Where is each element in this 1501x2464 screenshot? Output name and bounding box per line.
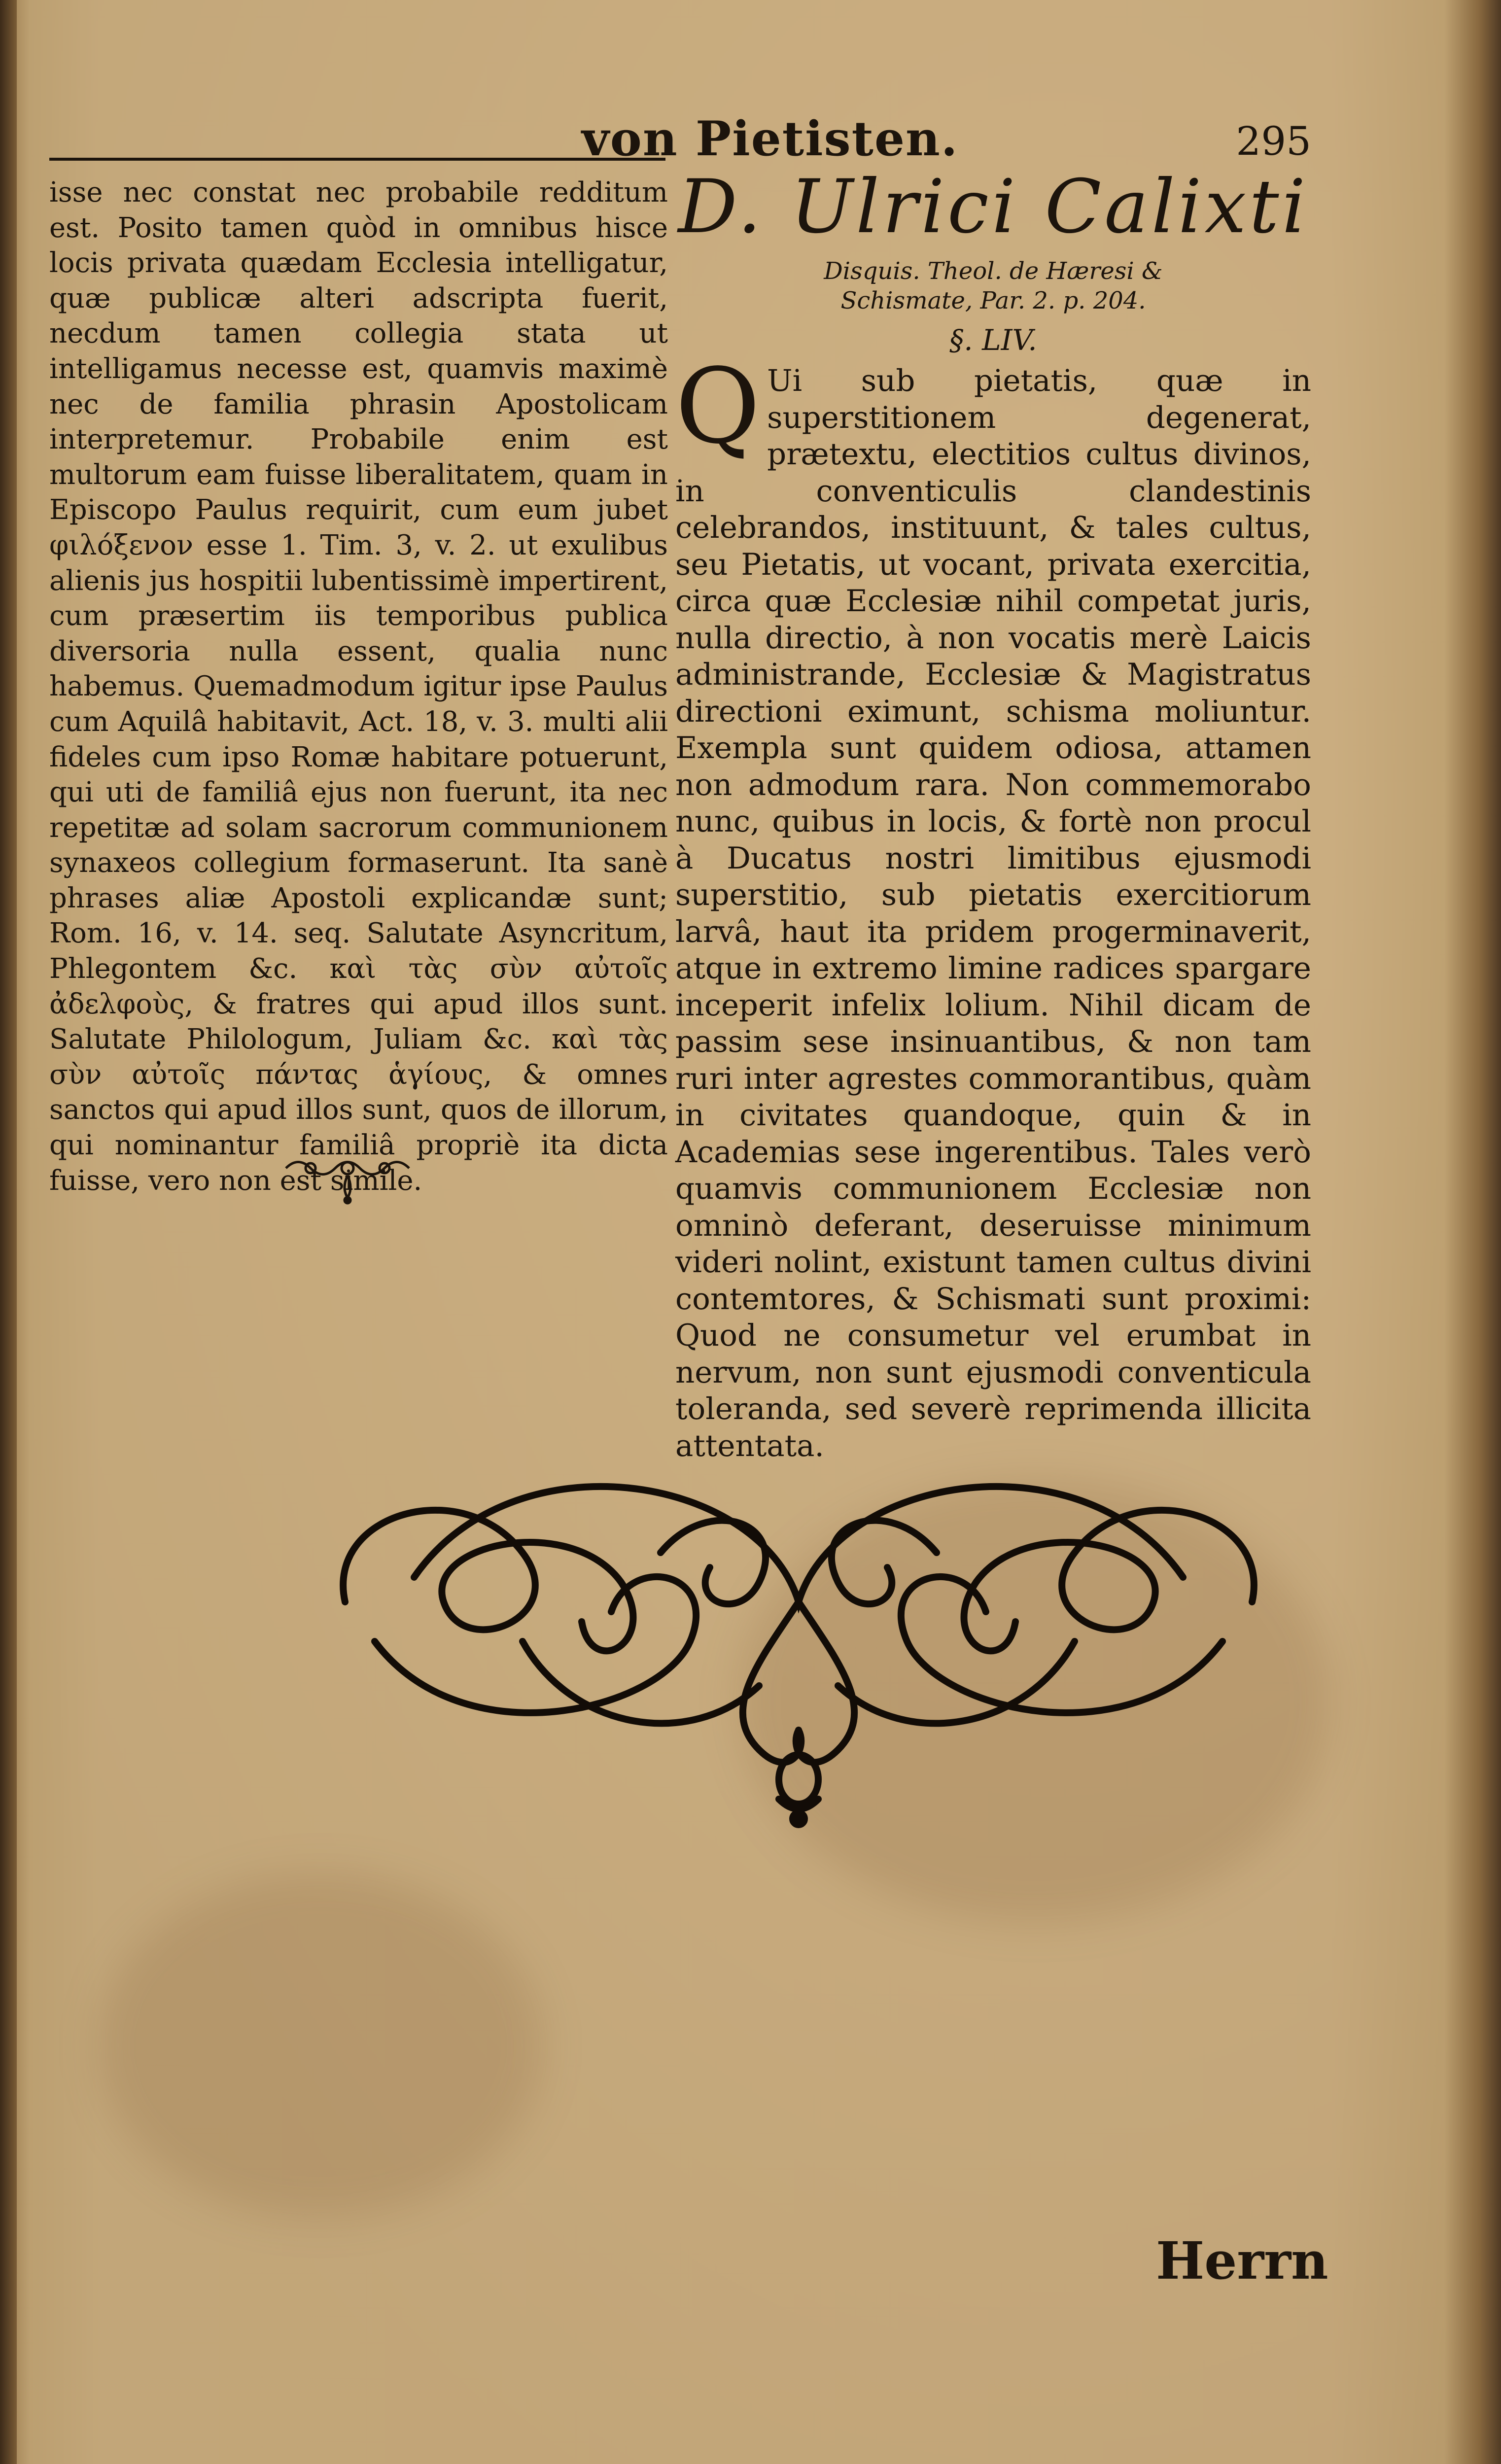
section-heading-source xyxy=(675,256,1311,315)
paper-stain xyxy=(99,1873,542,2218)
section-heading-author: D. Ulrici Calixti xyxy=(678,164,1309,250)
calligraphic-flourish-icon xyxy=(315,1454,1282,1829)
catchword: Herrn xyxy=(1156,2230,1328,2291)
source-line-1: Disquis. Theol. de Hæresi & xyxy=(824,257,1163,285)
section-number: §. LIV. xyxy=(949,323,1037,357)
right-column-text-block xyxy=(675,346,1311,1464)
right-column xyxy=(675,164,1311,1464)
source-line-2: Schismate, Par. 2. p. 204. xyxy=(840,287,1146,314)
left-column xyxy=(49,175,668,1198)
left-column-text: isse nec constat nec probabile redditum est. Posito tamen quòd in omnibus hisce locis privata quædam Ecclesia intelligatur, quæ publicæ alteri adscripta fuerit, necdum tamen collegia stata ut intelligamus necesse est, quamvis maximè nec de familia phrasin Apostolicam interpretemur. Probabile enim est multorum eam fuisse liberalitatem, quam in Episcopo Paulus requirit, cum eum jubet φιλόξενον esse 1. Tim. 3, v. 2. ut exulibus alienis jus hospitii lubentissimè impertirent, cum præsertim iis temporibus publica diversoria nulla essent, qualia nunc habemus. Quemadmodum igitur ipse Paulus cum Aquilâ habitavit, Act. 18, v. 3. multi alii fideles cum ipso Romæ habitare potuerunt, qui uti de familiâ ejus non fuerunt, ita nec repetitæ ad solam sacrorum communionem synaxeos collegium formaserunt. Ita sanè phrases aliæ Apostoli explicandæ sunt; Rom. 16, v. 14. seq. Salutate Asyncritum, Phlegontem &c. καὶ τὰς σὺν αὐτοῖς ἀδελφοὺς, & fratres qui apud illos sunt. Salutate Philologum, Juliam &c. καὶ τὰς σὺν αὐτοῖς πάντας ἁγίους, & omnes sanctos qui apud illos sunt, quos de illorum, qui nominantur familiâ propriè ita dicta fuisse, vero non est simile. xyxy=(49,176,668,1197)
page-header xyxy=(49,111,1311,165)
small-ornament-icon xyxy=(281,1148,414,1208)
book-binding-edge xyxy=(0,0,17,2464)
header-rule xyxy=(49,158,665,161)
right-column-text: Ui sub pietatis, quæ in superstitionem degenerat, prætextu, electitios cultus divinos, in conventiculis clandestinis celebrandos, instituunt, & tales cultus, seu Pietatis, ut vocant, privata exercitia, circa quæ Ecclesiæ nihil competat juris, nulla directio, à non vocatis merè Laicis administrande, Ecclesiæ & Magistratus directioni eximunt, schisma moliuntur. Exempla sunt quidem odiosa, attamen non admodum rara. Non commemorabo nunc, quibus in locis, & fortè non procul à Ducatus nostri limitibus ejusmodi superstitio, sub pietatis exercitiorum larvâ, haut ita pridem progerminaverit, atque in extremo limine radices spargare inceperit infelix lolium. Nihil dicam de passim sese insinuantibus, & non tam ruri inter agrestes commorantibus, quàm in civitates quandoque, quin & in Academias sese ingerentibus. Tales verò quamvis communionem Ecclesiæ non omninò deferant, deseruisse minimum videri nolint, existunt tamen cultus divini contemtores, & Schismati sunt proximi: Quod ne consumetur vel erumbat in nervum, non sunt ejusmodi conventicula toleranda, sed severè reprimenda illicita attentata. xyxy=(675,363,1311,1463)
page-number: 295 xyxy=(1236,118,1311,164)
drop-cap: Q xyxy=(675,346,761,467)
running-title: von Pietisten. xyxy=(582,111,959,167)
